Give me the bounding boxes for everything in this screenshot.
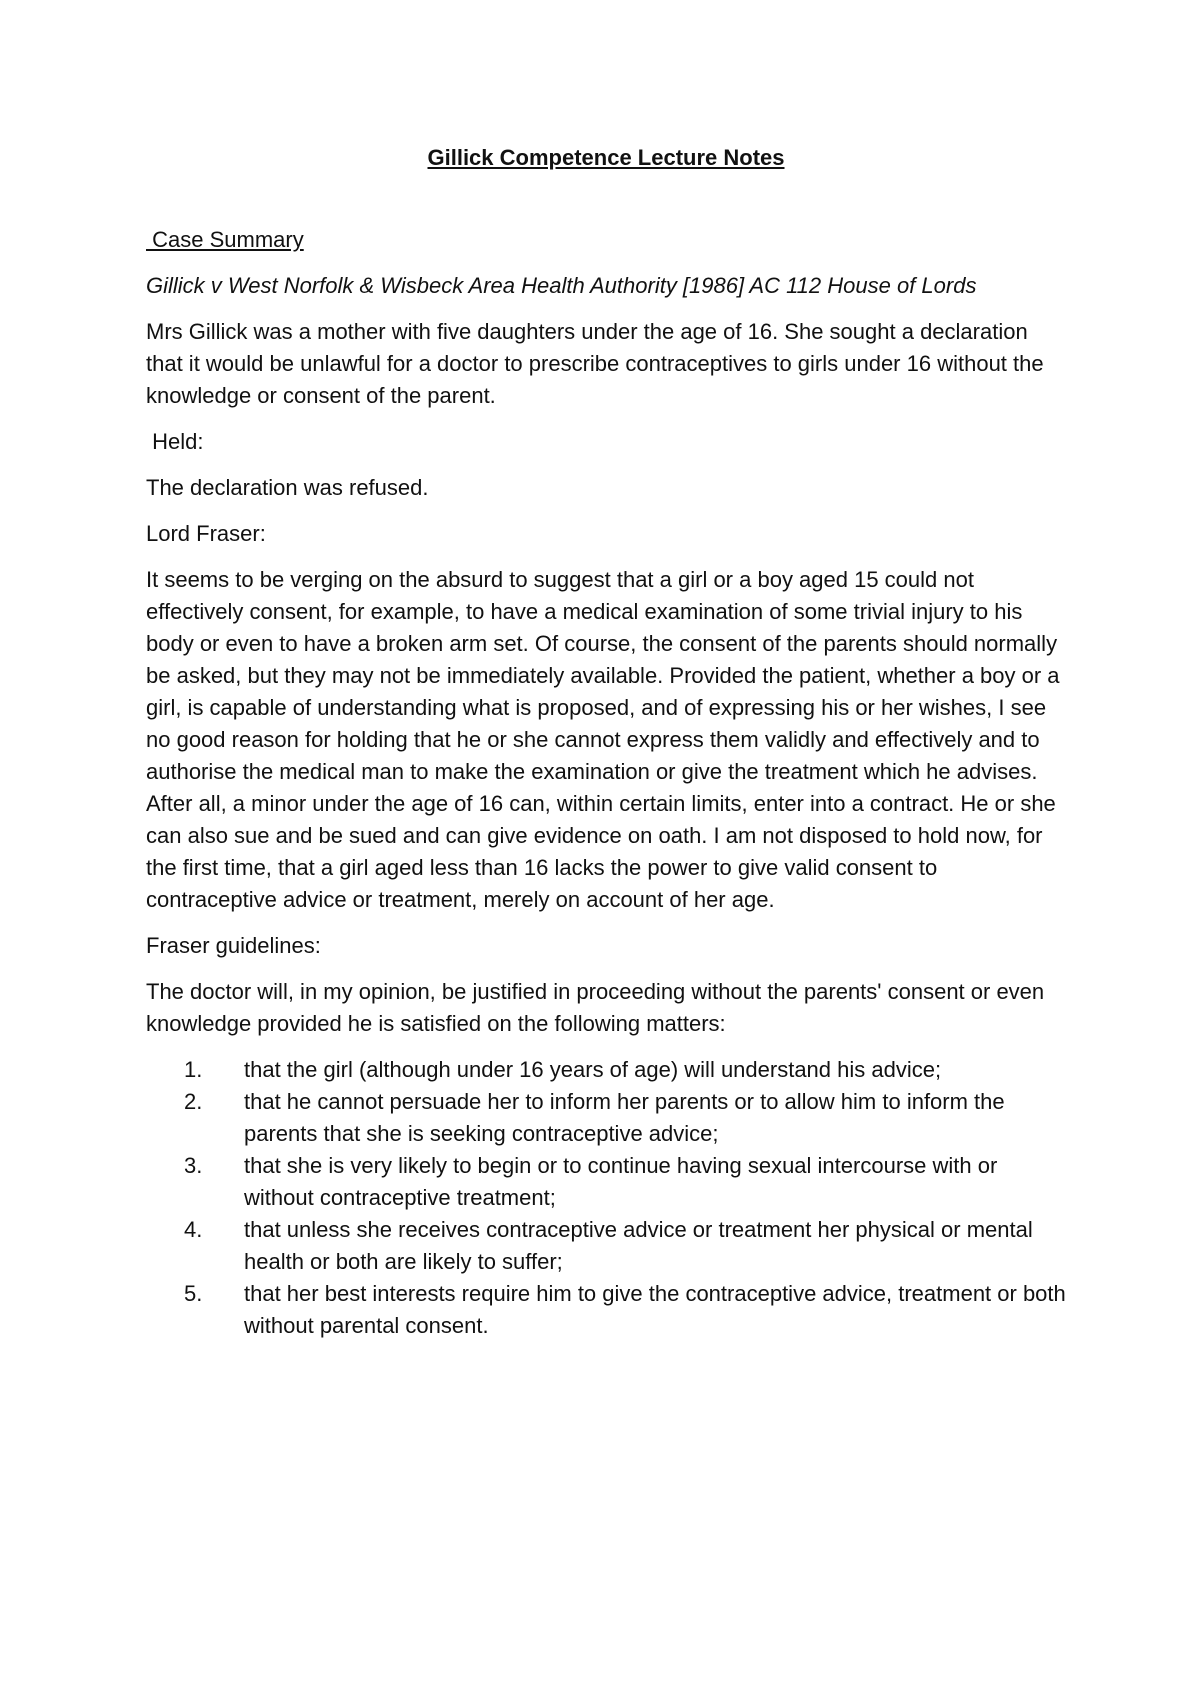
guideline-number: 4. xyxy=(184,1217,203,1242)
guideline-text: that he cannot persuade her to inform her parents or to allow him to inform the parents that she is seeking contraceptive advice; xyxy=(244,1089,1005,1146)
fraser-guidelines-label: Fraser guidelines: xyxy=(146,933,321,958)
guideline-text: that she is very likely to begin or to continue having sexual intercourse with or without contraceptive treatment; xyxy=(244,1153,998,1210)
document-title: Gillick Competence Lecture Notes xyxy=(427,145,785,170)
case-intro-paragraph: Mrs Gillick was a mother with five daughters under the age of 16. She sought a declaration that it would be unlawful for a doctor to prescribe contraceptives to girls under 16 without the knowledge or consent of the parent. xyxy=(146,319,1044,408)
fraser-guidelines-intro: The doctor will, in my opinion, be justified in proceeding without the parents' consent or even knowledge provided he is satisfied on the following matters: xyxy=(146,979,1045,1036)
guideline-item xyxy=(146,1150,1066,1214)
case-citation: Gillick v West Norfolk & Wisbeck Area Health Authority [1986] AC 112 House of Lords xyxy=(146,273,977,298)
guideline-number: 1. xyxy=(184,1057,203,1082)
guideline-number: 5. xyxy=(184,1281,203,1306)
guideline-item xyxy=(146,1214,1066,1278)
guideline-number: 2. xyxy=(184,1089,203,1114)
guideline-text: that her best interests require him to give the contraceptive advice, treatment or both without parental consent. xyxy=(244,1281,1066,1338)
guideline-text: that the girl (although under 16 years of age) will understand his advice; xyxy=(244,1057,942,1082)
guideline-item xyxy=(146,1278,1066,1342)
lord-fraser-label: Lord Fraser: xyxy=(146,521,266,546)
guideline-item xyxy=(146,1054,1066,1086)
held-label: Held: xyxy=(146,429,204,454)
fraser-guidelines-list xyxy=(146,1054,1066,1342)
section-heading-case-summary: Case Summary xyxy=(146,227,304,252)
guideline-item xyxy=(146,1086,1066,1150)
lord-fraser-quote: It seems to be verging on the absurd to suggest that a girl or a boy aged 15 could not effectively consent, for example, to have a medical examination of some trivial injury to his body or even to have a broken arm set. Of course, the consent of the parents should normally be asked, but they may not be immediately available. Provided the patient, whether a boy or a girl, is capable of understanding what is proposed, and of expressing his or her wishes, I see no good reason for holding that he or she cannot express them validly and effectively and to authorise the medical man to make the examination or give the treatment which he advises. After all, a minor under the age of 16 can, within certain limits, enter into a contract. He or she can also sue and be sued and can give evidence on oath. I am not disposed to hold now, for the first time, that a girl aged less than 16 lacks the power to give valid consent to contraceptive advice or treatment, merely on account of her age. xyxy=(146,567,1060,912)
held-text: The declaration was refused. xyxy=(146,475,429,500)
document-body xyxy=(146,142,1066,1342)
guideline-text: that unless she receives contraceptive advice or treatment her physical or mental health or both are likely to suffer; xyxy=(244,1217,1033,1274)
guideline-number: 3. xyxy=(184,1153,203,1178)
